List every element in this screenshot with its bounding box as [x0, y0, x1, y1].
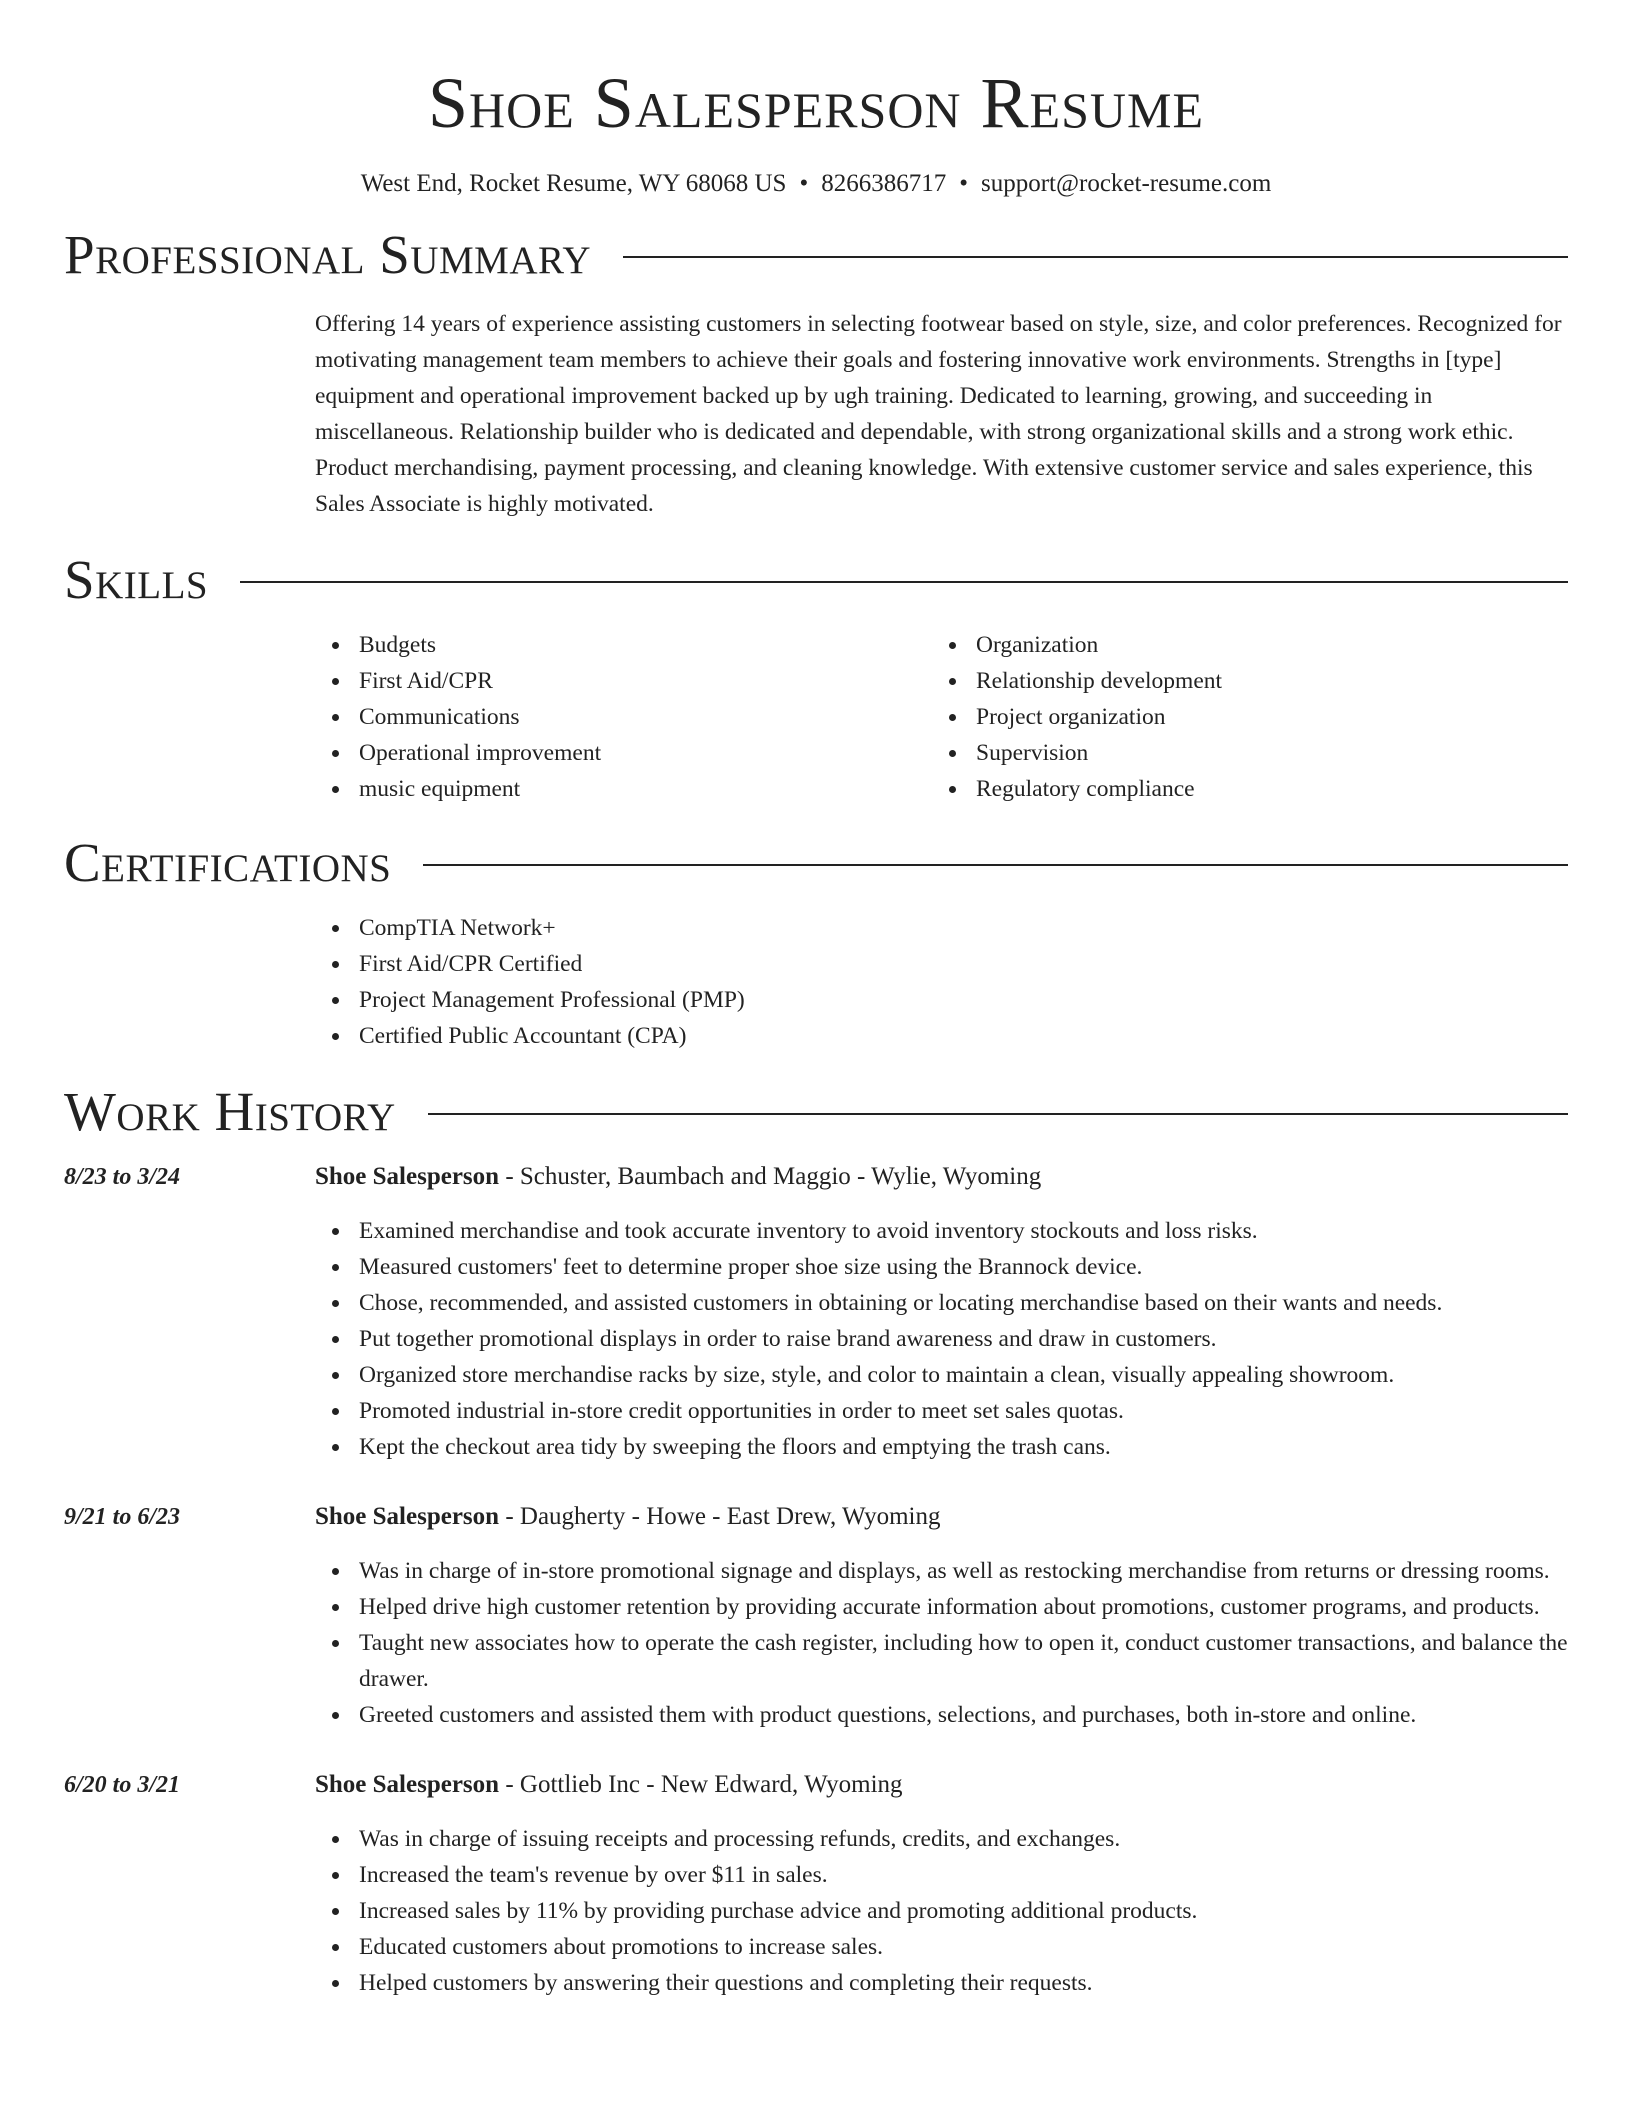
certification-item: Certified Public Accountant (CPA)	[315, 1018, 1568, 1054]
job-bullet: Was in charge of in-store promotional signage and displays, as well as restocking merchandise from returns or dressing rooms.	[315, 1553, 1568, 1589]
summary-section-header	[64, 224, 1568, 285]
skill-item: Communications	[315, 699, 932, 735]
job-dates: 8/23 to 3/24	[64, 1164, 181, 1190]
skills-section-header	[64, 549, 1568, 610]
skill-item: Relationship development	[932, 663, 1549, 699]
job-bullet: Put together promotional displays in order to raise brand awareness and draw in customers.	[315, 1321, 1568, 1357]
job-bullets	[315, 1213, 1568, 1465]
job-bullets	[315, 1821, 1568, 2001]
job-title: Shoe Salesperson	[315, 1163, 500, 1190]
job-bullet: Helped customers by answering their questions and completing their requests.	[315, 1965, 1568, 2001]
job-entry	[64, 1499, 1568, 1733]
job-entry	[64, 1159, 1568, 1465]
job-employer-location: - Gottlieb Inc - New Edward, Wyoming	[499, 1771, 903, 1798]
resume-title: Shoe Salesperson Resume	[427, 63, 1205, 143]
job-bullet: Kept the checkout area tidy by sweeping the floors and emptying the trash cans.	[315, 1429, 1568, 1465]
certifications-section-header	[64, 832, 1568, 893]
job-bullet: Organized store merchandise racks by size, style, and color to maintain a clean, visually appealing showroom.	[315, 1357, 1568, 1393]
certifications-list	[315, 910, 1568, 1054]
contact-email[interactable]: support@rocket-resume.com	[980, 170, 1272, 197]
job-title-line	[315, 1159, 1568, 1195]
certification-item: First Aid/CPR Certified	[315, 946, 1568, 982]
skills-list	[315, 627, 1568, 807]
section-divider	[623, 256, 1568, 258]
contact-separator: •	[959, 170, 968, 197]
skills-column-right	[932, 627, 1549, 807]
job-bullet: Taught new associates how to operate the cash register, including how to open it, conduct customer transactions, and balance the drawer.	[315, 1625, 1568, 1697]
skill-item: music equipment	[315, 771, 932, 807]
job-bullet: Chose, recommended, and assisted customers in obtaining or locating merchandise based on their wants and needs.	[315, 1285, 1568, 1321]
job-bullet: Was in charge of issuing receipts and processing refunds, credits, and exchanges.	[315, 1821, 1568, 1857]
contact-line	[64, 169, 1568, 199]
job-entry	[64, 1767, 1568, 2001]
skill-item: Operational improvement	[315, 735, 932, 771]
work-history-section-header	[64, 1081, 1568, 1142]
job-title-line	[315, 1499, 1568, 1535]
certification-item: Project Management Professional (PMP)	[315, 982, 1568, 1018]
section-divider	[428, 1113, 1568, 1115]
skill-item: First Aid/CPR	[315, 663, 932, 699]
contact-phone: 8266386717	[821, 170, 947, 197]
job-bullet: Educated customers about promotions to increase sales.	[315, 1929, 1568, 1965]
job-bullets	[315, 1553, 1568, 1733]
job-title: Shoe Salesperson	[315, 1771, 500, 1798]
job-dates: 9/21 to 6/23	[64, 1504, 181, 1530]
section-divider	[423, 864, 1568, 866]
job-employer-location: - Schuster, Baumbach and Maggio - Wylie, Wyoming	[499, 1163, 1042, 1190]
certifications-heading: Certifications	[64, 832, 392, 893]
work-history-heading: Work History	[64, 1081, 396, 1142]
skill-item: Supervision	[932, 735, 1549, 771]
job-title-line	[315, 1767, 1568, 1803]
skill-item: Regulatory compliance	[932, 771, 1549, 807]
skill-item: Project organization	[932, 699, 1549, 735]
job-bullet: Examined merchandise and took accurate inventory to avoid inventory stockouts and loss risks.	[315, 1213, 1568, 1249]
skill-item: Organization	[932, 627, 1549, 663]
skills-heading: Skills	[64, 549, 209, 610]
contact-separator: •	[799, 170, 809, 197]
job-bullet: Increased the team's revenue by over $11 in sales.	[315, 1857, 1568, 1893]
job-bullet: Increased sales by 11% by providing purchase advice and promoting additional products.	[315, 1893, 1568, 1929]
job-bullet: Greeted customers and assisted them with product questions, selections, and purchases, both in-store and online.	[315, 1697, 1568, 1733]
job-dates: 6/20 to 3/21	[64, 1772, 181, 1798]
skills-column-left	[315, 627, 932, 807]
section-divider	[240, 581, 1568, 583]
job-bullet: Helped drive high customer retention by providing accurate information about promotions, customer programs, and products.	[315, 1589, 1568, 1625]
contact-address: West End, Rocket Resume, WY 68068 US	[360, 170, 787, 197]
summary-heading: Professional Summary	[64, 224, 592, 285]
job-title: Shoe Salesperson	[315, 1503, 500, 1530]
job-employer-location: - Daugherty - Howe - East Drew, Wyoming	[499, 1503, 941, 1530]
skill-item: Budgets	[315, 627, 932, 663]
job-bullet: Promoted industrial in-store credit opportunities in order to meet set sales quotas.	[315, 1393, 1568, 1429]
job-bullet: Measured customers' feet to determine proper shoe size using the Brannock device.	[315, 1249, 1568, 1285]
summary-text: Offering 14 years of experience assisting customers in selecting footwear based on style, size, and color preferences. Recognized for motivating management team members to achieve their goals and fostering innovative work environments. Strengths in [type] equipment and operational improvement backed up by ugh training. Dedicated to learning, growing, and succeeding in miscellaneous. Relationship builder who is dedicated and dependable, with strong organizational skills and a strong work ethic. Product merchandising, payment processing, and cleaning knowledge. With extensive customer service and sales experience, this Sales Associate is highly motivated.	[315, 311, 1562, 517]
certification-item: CompTIA Network+	[315, 910, 1568, 946]
